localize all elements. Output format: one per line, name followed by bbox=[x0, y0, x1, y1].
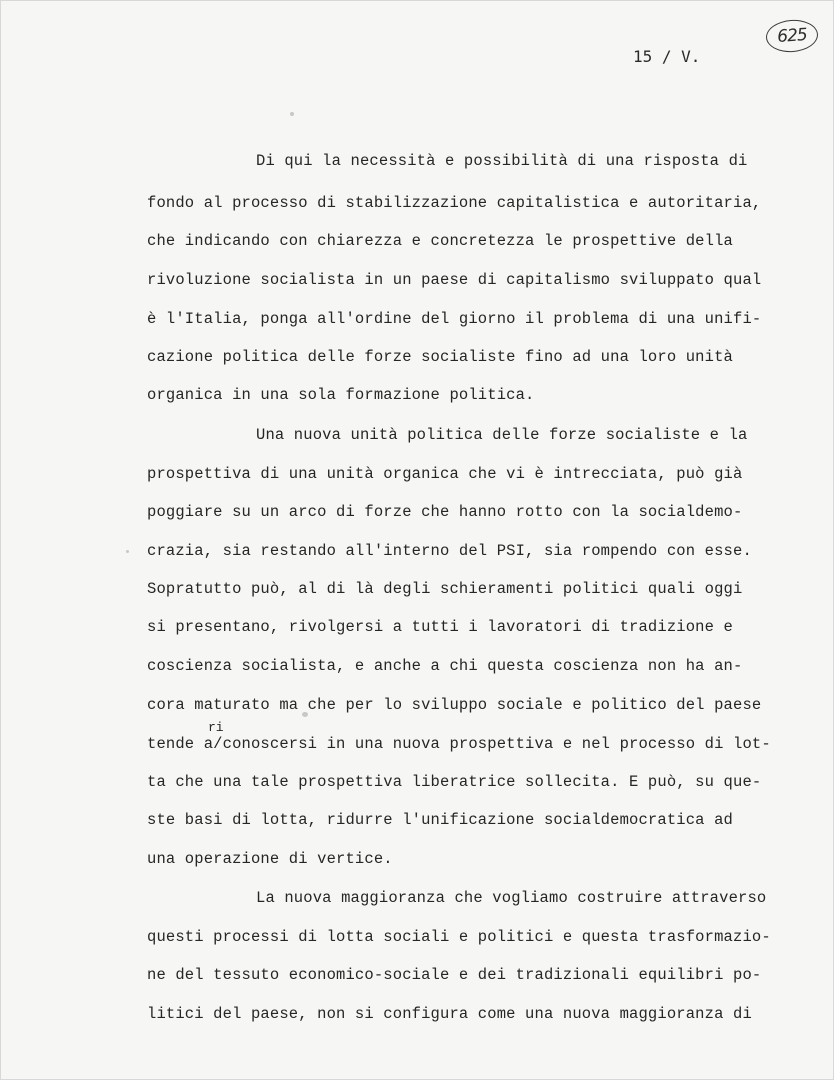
page-number: 15 / V. bbox=[633, 47, 701, 66]
text-line: La nuova maggioranza che vogliamo costruire attraverso bbox=[256, 889, 767, 907]
text-line: ste basi di lotta, ridurre l'unificazione socialdemocratica ad bbox=[147, 811, 733, 829]
text-line: che indicando con chiarezza e concretezza le prospettive della bbox=[147, 232, 733, 250]
text-line: questi processi di lotta sociali e politici e questa trasformazio- bbox=[147, 928, 771, 946]
text-line: prospettiva di una unità organica che vi è intrecciata, può già bbox=[147, 465, 743, 483]
text-line: rivoluzione socialista in un paese di capitalismo sviluppato qual bbox=[147, 271, 762, 289]
text-line: poggiare su un arco di forze che hanno rotto con la socialdemo- bbox=[147, 503, 743, 521]
text-line: si presentano, rivolgersi a tutti i lavoratori di tradizione e bbox=[147, 618, 733, 636]
text-line: litici del paese, non si configura come una nuova maggioranza di bbox=[147, 1005, 752, 1023]
text-line: cora maturato ma che per lo sviluppo sociale e politico del paese bbox=[147, 696, 762, 714]
text-line: ne del tessuto economico-sociale e dei tradizionali equilibri po- bbox=[147, 966, 762, 984]
text-line: organica in una sola formazione politica. bbox=[147, 386, 535, 404]
text-line: cazione politica delle forze socialiste fino ad una loro unità bbox=[147, 348, 733, 366]
text-line: è l'Italia, ponga all'ordine del giorno il problema di una unifi- bbox=[147, 310, 762, 328]
text-line: Sopratutto può, al di là degli schieramenti politici quali oggi bbox=[147, 580, 743, 598]
text-line: ta che una tale prospettiva liberatrice sollecita. E può, su que- bbox=[147, 773, 762, 791]
text-line: Una nuova unità politica delle forze socialiste e la bbox=[256, 426, 748, 444]
handwritten-insertion: ri bbox=[208, 720, 224, 735]
text-line: una operazione di vertice. bbox=[147, 850, 393, 868]
scan-speck bbox=[290, 112, 294, 116]
text-line: Di qui la necessità e possibilità di una risposta di bbox=[256, 152, 748, 170]
text-line: tende a/conoscersi in una nuova prospettiva e nel processo di lot- bbox=[147, 735, 771, 753]
text-line: fondo al processo di stabilizzazione capitalistica e autoritaria, bbox=[147, 194, 762, 212]
text-line: crazia, sia restando all'interno del PSI, sia rompendo con esse. bbox=[147, 542, 752, 560]
text-line: coscienza socialista, e anche a chi questa coscienza non ha an- bbox=[147, 657, 743, 675]
scan-speck bbox=[126, 550, 129, 553]
archive-stamp: 625 bbox=[765, 18, 819, 54]
